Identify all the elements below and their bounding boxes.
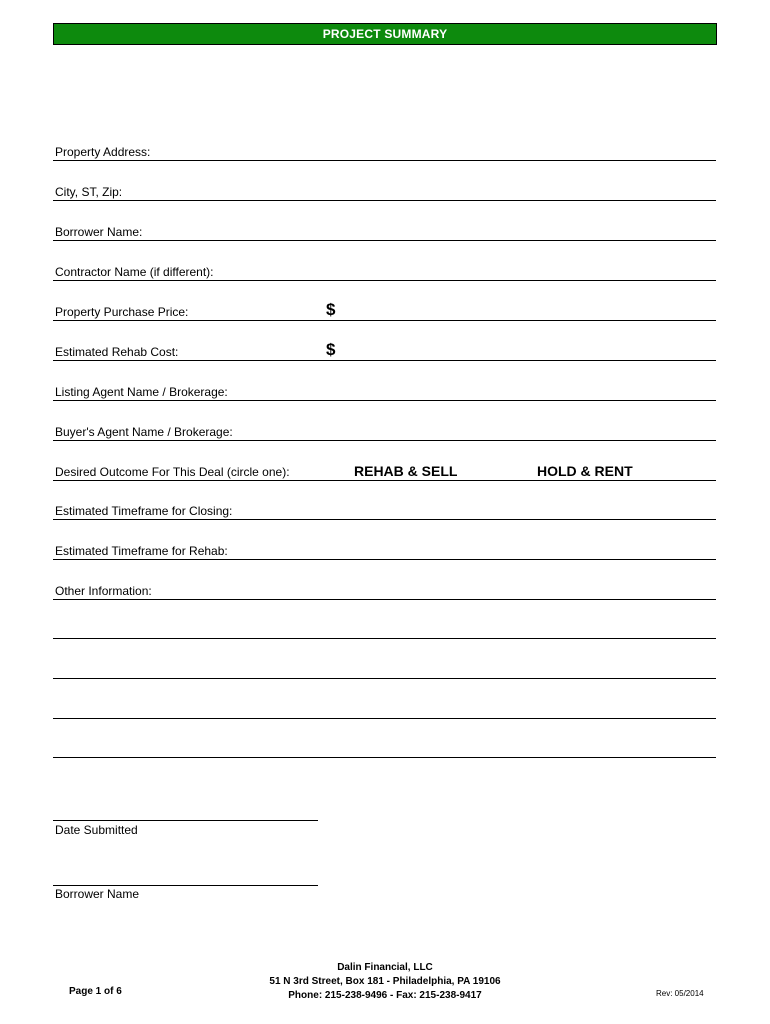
page-title: PROJECT SUMMARY xyxy=(53,23,717,45)
purchase-price-dollar-sign: $ xyxy=(326,300,336,319)
listing-agent-label: Listing Agent Name / Brokerage: xyxy=(55,385,228,399)
outcome-option-hold-rent[interactable]: HOLD & RENT xyxy=(537,463,633,479)
borrower-signature-line[interactable] xyxy=(53,885,318,886)
footer-company-info xyxy=(185,961,585,1003)
purchase-price-field[interactable] xyxy=(53,298,716,321)
date-submitted-label: Date Submitted xyxy=(55,823,138,837)
desired-outcome-label: Desired Outcome For This Deal (circle one): xyxy=(55,465,290,479)
listing-agent-field[interactable] xyxy=(53,378,716,401)
rehab-cost-dollar-sign: $ xyxy=(326,340,336,359)
footer-company-name: Dalin Financial, LLC xyxy=(337,962,433,973)
property-address-field[interactable] xyxy=(53,138,716,161)
other-information-label: Other Information: xyxy=(55,584,152,598)
timeframe-rehab-field[interactable] xyxy=(53,537,716,560)
property-address-label: Property Address: xyxy=(55,145,151,159)
buyers-agent-label: Buyer's Agent Name / Brokerage: xyxy=(55,425,233,439)
other-information-line-5[interactable] xyxy=(53,757,716,758)
borrower-signature-label: Borrower Name xyxy=(55,887,140,901)
borrower-name-field[interactable] xyxy=(53,218,716,241)
outcome-option-rehab-sell[interactable]: REHAB & SELL xyxy=(354,463,458,479)
revision-date: Rev: 05/2014 xyxy=(656,989,704,998)
contractor-name-label: Contractor Name (if different): xyxy=(55,265,214,279)
other-information-field[interactable] xyxy=(53,577,716,600)
page-number: Page 1 of 6 xyxy=(69,986,122,997)
borrower-name-label: Borrower Name: xyxy=(55,225,143,239)
buyers-agent-field[interactable] xyxy=(53,418,716,441)
desired-outcome-field xyxy=(53,458,716,481)
date-submitted-line[interactable] xyxy=(53,820,318,821)
timeframe-closing-label: Estimated Timeframe for Closing: xyxy=(55,504,233,518)
timeframe-rehab-label: Estimated Timeframe for Rehab: xyxy=(55,544,228,558)
purchase-price-label: Property Purchase Price: xyxy=(55,305,189,319)
city-st-zip-label: City, ST, Zip: xyxy=(55,185,123,199)
other-information-line-3[interactable] xyxy=(53,678,716,679)
footer-address: 51 N 3rd Street, Box 181 - Philadelphia, PA 19106 xyxy=(269,976,501,987)
contractor-name-field[interactable] xyxy=(53,258,716,281)
other-information-line-2[interactable] xyxy=(53,638,716,639)
rehab-cost-label: Estimated Rehab Cost: xyxy=(55,345,179,359)
rehab-cost-field[interactable] xyxy=(53,338,716,361)
footer-phone-fax: Phone: 215-238-9496 - Fax: 215-238-9417 xyxy=(288,990,482,1001)
timeframe-closing-field[interactable] xyxy=(53,497,716,520)
other-information-line-4[interactable] xyxy=(53,718,716,719)
city-st-zip-field[interactable] xyxy=(53,178,716,201)
